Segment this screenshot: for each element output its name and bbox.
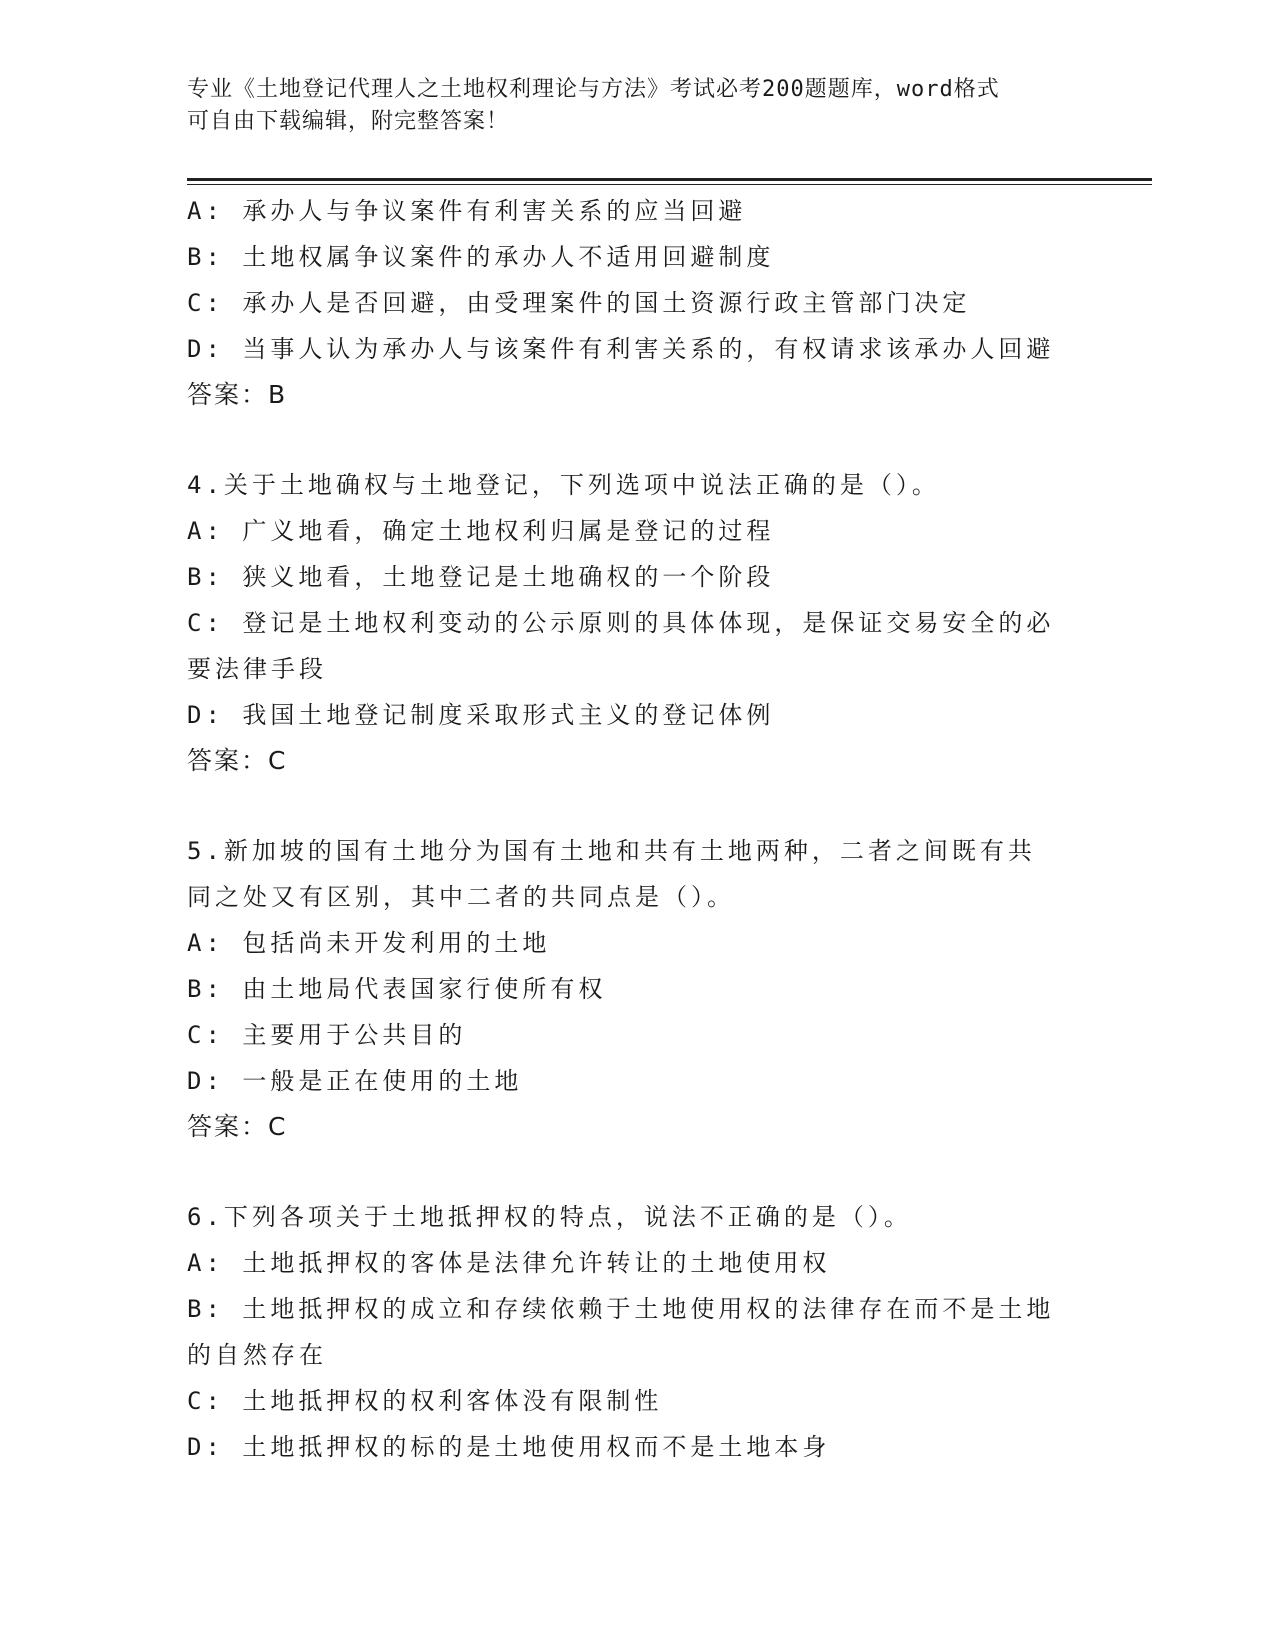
option-c: C: 土地抵押权的权利客体没有限制性	[187, 1387, 663, 1415]
option-b-continued: 的自然存在	[187, 1341, 327, 1369]
option-a: A: 土地抵押权的客体是法律允许转让的土地使用权	[187, 1249, 831, 1277]
option-a: A: 承办人与争议案件有利害关系的应当回避	[187, 197, 747, 225]
option-b: B: 由土地局代表国家行使所有权	[187, 975, 607, 1003]
question-text: 4.关于土地确权与土地登记，下列选项中说法正确的是（）。	[187, 471, 940, 499]
header-rule-thin	[187, 184, 1152, 185]
option-b: B: 土地抵押权的成立和存续依赖于土地使用权的法律存在而不是土地	[187, 1295, 1055, 1323]
answer: 答案：C	[187, 746, 288, 775]
document-header	[187, 74, 1067, 138]
option-d: D: 土地抵押权的标的是土地使用权而不是土地本身	[187, 1433, 831, 1461]
answer: 答案：B	[187, 380, 288, 409]
option-a: A: 广义地看，确定土地权利归属是登记的过程	[187, 517, 775, 545]
option-d: D: 我国土地登记制度采取形式主义的登记体例	[187, 701, 775, 729]
answer: 答案：C	[187, 1112, 288, 1141]
option-c: C: 承办人是否回避，由受理案件的国土资源行政主管部门决定	[187, 289, 971, 317]
option-d: D: 当事人认为承办人与该案件有利害关系的，有权请求该承办人回避	[187, 335, 1055, 363]
option-c-continued: 要法律手段	[187, 655, 327, 683]
header-rule-thick	[187, 178, 1152, 181]
option-c: C: 登记是土地权利变动的公示原则的具体体现，是保证交易安全的必	[187, 609, 1055, 637]
question-text: 5.新加坡的国有土地分为国有土地和共有土地两种，二者之间既有共	[187, 837, 1036, 865]
option-b: B: 土地权属争议案件的承办人不适用回避制度	[187, 243, 775, 271]
option-d: D: 一般是正在使用的土地	[187, 1067, 523, 1095]
question-4	[187, 462, 1087, 784]
option-a: A: 包括尚未开发利用的土地	[187, 929, 551, 957]
question-3	[187, 188, 1087, 418]
question-text: 6.下列各项关于土地抵押权的特点，说法不正确的是（）。	[187, 1203, 912, 1231]
option-b: B: 狭义地看，土地登记是土地确权的一个阶段	[187, 563, 775, 591]
header-line-1: 专业《土地登记代理人之土地权利理论与方法》考试必考200题题库，word格式	[187, 77, 1000, 102]
question-text-continued: 同之处又有区别，其中二者的共同点是（）。	[187, 883, 735, 911]
header-line-2: 可自由下载编辑，附完整答案！	[187, 109, 510, 134]
question-list	[187, 188, 1087, 1470]
question-5	[187, 828, 1087, 1150]
option-c: C: 主要用于公共目的	[187, 1021, 467, 1049]
question-6	[187, 1194, 1087, 1470]
